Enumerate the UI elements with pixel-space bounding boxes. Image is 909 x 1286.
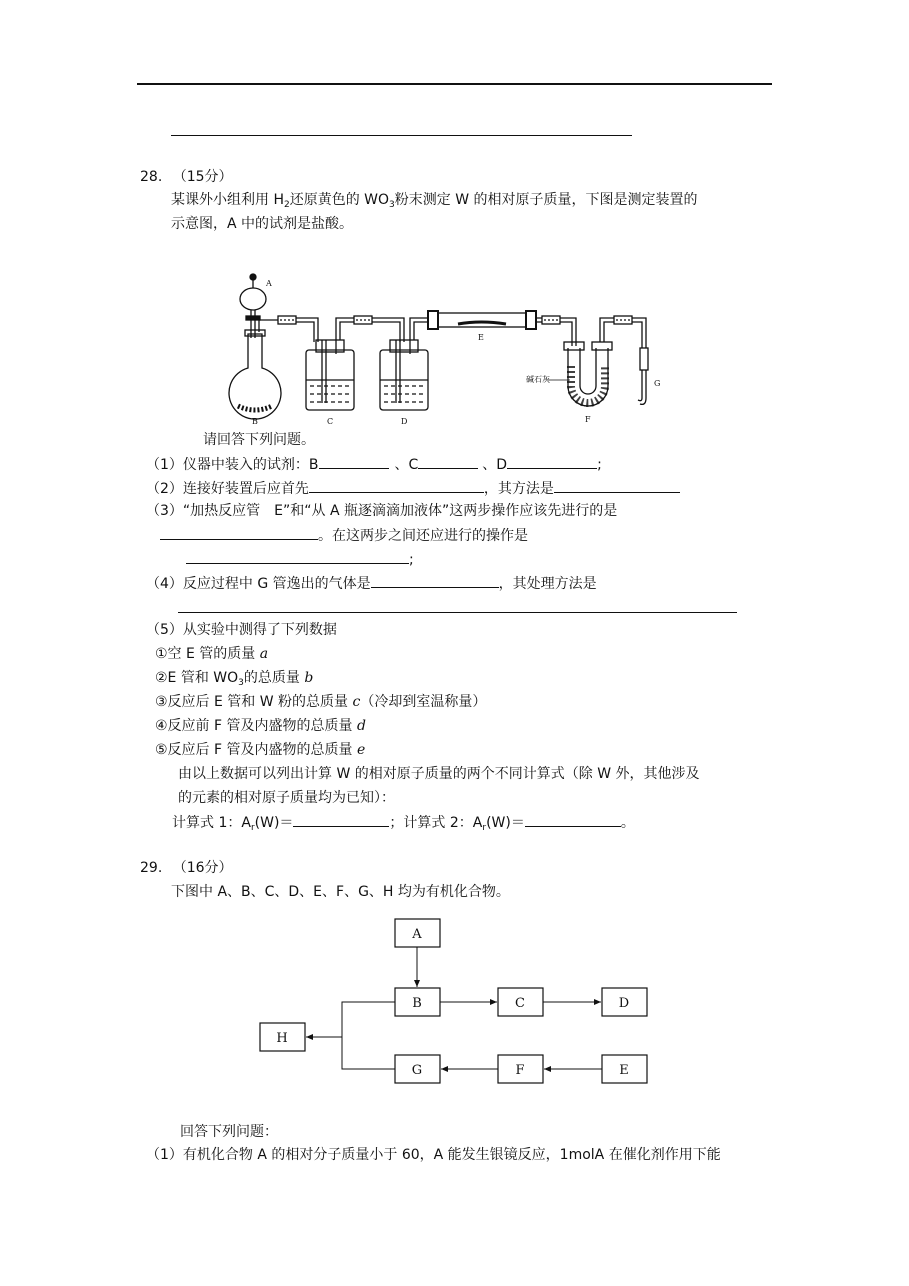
q28-part1-text: （1）仪器中装入的试剂：B [146,457,319,473]
q28-part3: （3）“加热反应管 E”和“从 A 瓶逐滴滴加液体”这两步操作应该先进行的是 [146,503,618,519]
q28-part3-line2 [160,525,528,546]
data-item-1-text: ①空 E 管的质量 [155,646,260,662]
data-item-2-sub: 3 [238,678,244,688]
q29-prompt: 回答下列问题： [180,1124,278,1140]
q28-sub-3: 3 [389,200,395,210]
data-item-5-var: e [356,742,366,758]
q28-sub-2: 2 [283,200,290,210]
q29-intro: 下图中 A、B、C、D、E、F、G、H 均为有机化合物。 [171,884,510,900]
q28-part3-end: ; [409,552,414,568]
q28-part4 [146,573,597,594]
q28-number: 28. [140,169,163,185]
data-item-2-text2: 的总质量 [243,670,305,686]
q28-header [140,167,233,187]
q28-data-item-1 [155,644,268,664]
q29-header [140,858,233,878]
q28-intro-line2: 示意图，A 中的试剂是盐酸。 [171,216,354,232]
label-c: C [327,417,334,426]
label-d: D [401,417,408,426]
q28-formulas [172,812,635,838]
formula-end: 。 [620,815,635,831]
answer-blank-method[interactable] [554,478,680,493]
q28-summary-line1: 由以上数据可以列出计算 W 的相对原子质量的两个不同计算式（除 W 外，其他涉及 [178,766,700,782]
reaction-tube-e [428,311,536,329]
q28-part1 [146,454,602,475]
box-d-label: D [618,996,630,1011]
q28-part2 [146,478,680,499]
q28-data-item-5 [155,740,365,760]
data-item-4-var: d [356,718,366,734]
label-a: A [266,279,272,288]
formula2-sub: r [482,823,487,833]
q28-part2-text: （2）连接好装置后应首先 [146,481,309,497]
flow-diagram [255,914,675,1094]
q28-part4-text: （4）反应过程中 G 管逸出的气体是 [146,576,371,592]
answer-blank-gas[interactable] [371,573,499,588]
data-item-2-var: b [304,670,314,686]
formula1-w: (W)＝ [254,815,294,831]
data-item-3-text: ③反应后 E 管和 W 粉的总质量 [155,694,353,710]
q28-part5: （5）从实验中测得了下列数据 [146,622,337,638]
u-tube-f [564,342,612,406]
data-item-3-var: c [352,694,361,710]
q29-part1: （1）有机化合物 A 的相对分子质量小于 60，A 能发生银镜反应，1molA 在催化剂作用下能 [146,1147,721,1163]
label-f: F [585,415,591,424]
data-item-5-text: ⑤反应后 F 管及内盛物的总质量 [155,742,357,758]
answer-blank-b[interactable] [319,454,389,469]
q28-part3-line3 [186,549,414,570]
box-g-label: G [411,1063,423,1078]
answer-blank-between-operation[interactable] [186,549,409,564]
answer-blank-first-operation[interactable] [160,525,318,540]
answer-blank-d[interactable] [507,454,597,469]
q28-intro-text-c: 粉末测定 W 的相对原子质量，下图是测定装置的 [394,192,698,208]
formula2-w: (W)＝ [486,815,525,831]
q28-prompt: 请回答下列问题。 [203,432,315,448]
separatory-funnel-a [240,274,266,338]
q28-summary-line2: 的元素的相对原子质量均为已知）： [178,790,395,806]
box-h-label: H [276,1031,288,1046]
formula1-sub: r [250,823,255,833]
formula1-label: 计算式 1：A [172,815,251,831]
q28-part1-c: 、C [394,457,419,473]
q28-part1-end: ; [597,457,602,473]
answer-blank-formula1[interactable] [293,812,389,827]
label-soda-lime: 碱石灰 [526,375,550,384]
box-b-label: B [412,996,422,1011]
formula2-label: ；计算式 2：A [389,815,483,831]
q28-part3-line2-text: 。在这两步之间还应进行的操作是 [318,528,528,544]
answer-blank-c[interactable] [418,454,478,469]
q28-data-item-4 [155,716,366,736]
q28-data-item-2 [155,668,313,693]
q28-intro-text-b: 还原黄色的 WO [289,192,390,208]
label-g: G [654,379,661,388]
data-item-2-text: ②E 管和 WO [155,670,239,686]
bottle-c [306,340,354,410]
q28-score: （15分） [172,169,233,185]
box-e-label: E [619,1063,629,1078]
bottle-d [380,340,428,410]
label-b: B [252,417,258,426]
answer-line-treatment[interactable] [178,612,737,613]
data-item-1-var: a [259,646,269,662]
q28-part2-mid: ，其方法是 [483,481,554,497]
header-rule [137,83,772,85]
data-item-3-tail: （冷却到室温称量） [360,694,487,710]
label-e: E [478,333,484,342]
box-c-label: C [515,996,525,1011]
q28-part4-mid: ，其处理方法是 [498,576,597,592]
data-item-4-text: ④反应前 F 管及内盛物的总质量 [155,718,357,734]
q29-score: （16分） [172,860,233,876]
q28-data-item-3 [155,692,486,712]
q28-intro-text-a: 某课外小组利用 H [171,192,284,208]
q28-intro-line1 [171,190,698,215]
apparatus-diagram [226,268,666,428]
q28-part1-d: 、D [482,457,508,473]
answer-line-previous [171,135,632,136]
box-f-label: F [515,1063,525,1078]
answer-blank-first-step[interactable] [309,478,484,493]
q29-number: 29. [140,860,163,876]
box-a-label: A [412,927,422,942]
answer-blank-formula2[interactable] [525,812,621,827]
